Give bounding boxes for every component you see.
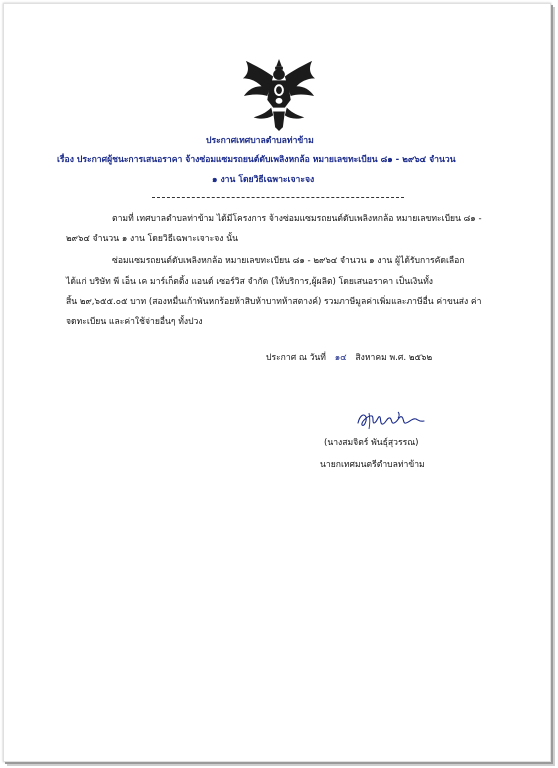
paragraph-2-line-2: ได้แก่ บริษัท พี เอ็น เค มาร์เก็ตติ้ง แอนด์ เซอร์วิส จำกัด (ให้บริการ,ผู้ผลิต) โดยเสนอราคา เป็นเงินทั้ง [66, 277, 433, 287]
paragraph-1-line-1: ตามที่ เทศบาลตำบลท่าข้าม ได้มีโครงการ จ้างซ่อมแซมรถยนต์ดับเพลิงหกล้อ หมายเลขทะเบียน ๘๑ - [112, 214, 482, 224]
signer-title: นายกเทศมนตรีตำบลท่าข้าม [320, 460, 425, 470]
subject-line-1: เรื่อง ประกาศผู้ชนะการเสนอราคา จ้างซ่อมแซมรถยนต์ดับเพลิงหกล้อ หมายเลขทะเบียน ๘๑ - ๒๙๖๔ จำนวน [57, 155, 456, 165]
date-prefix: ประกาศ ณ วันที่ [266, 353, 326, 363]
paragraph-2-line-3: สิ้น ๒๙,๖๕๕.๐๕ บาท (สองหมื่นเก้าพันหกร้อยห้าสิบห้าบาทห้าสตางค์) รวมภาษีมูลค่าเพิ่มและภาษีอื่น ค่าขนส่ง ค่า [66, 297, 482, 307]
document-page [3, 3, 551, 762]
separator-line [152, 197, 404, 198]
handwritten-signature [354, 409, 426, 431]
date-line [266, 353, 432, 364]
paragraph-2-line-1: ซ่อมแซมรถยนต์ดับเพลิงหกล้อ หมายเลขทะเบียน ๘๑ - ๒๙๖๔ จำนวน ๑ งาน ผู้ได้รับการคัดเลือก [112, 256, 465, 266]
signer-name: (นางสมจิตร์ พันธุ์สุวรรณ) [324, 438, 419, 448]
date-month-year: สิงหาคม พ.ศ. ๒๕๖๒ [355, 353, 433, 363]
org-title: ประกาศเทศบาลตำบลท่าข้าม [206, 136, 314, 146]
date-day: ๑๔ [334, 353, 347, 363]
paragraph-1-line-2: ๒๙๖๔ จำนวน ๑ งาน โดยวิธีเฉพาะเจาะจง นั้น [66, 234, 238, 244]
garuda-emblem-icon [240, 57, 318, 131]
subject-line-2: ๑ งาน โดยวิธีเฉพาะเจาะจง [212, 175, 315, 185]
paragraph-2-line-4: จดทะเบียน และค่าใช้จ่ายอื่นๆ ทั้งปวง [66, 317, 203, 327]
